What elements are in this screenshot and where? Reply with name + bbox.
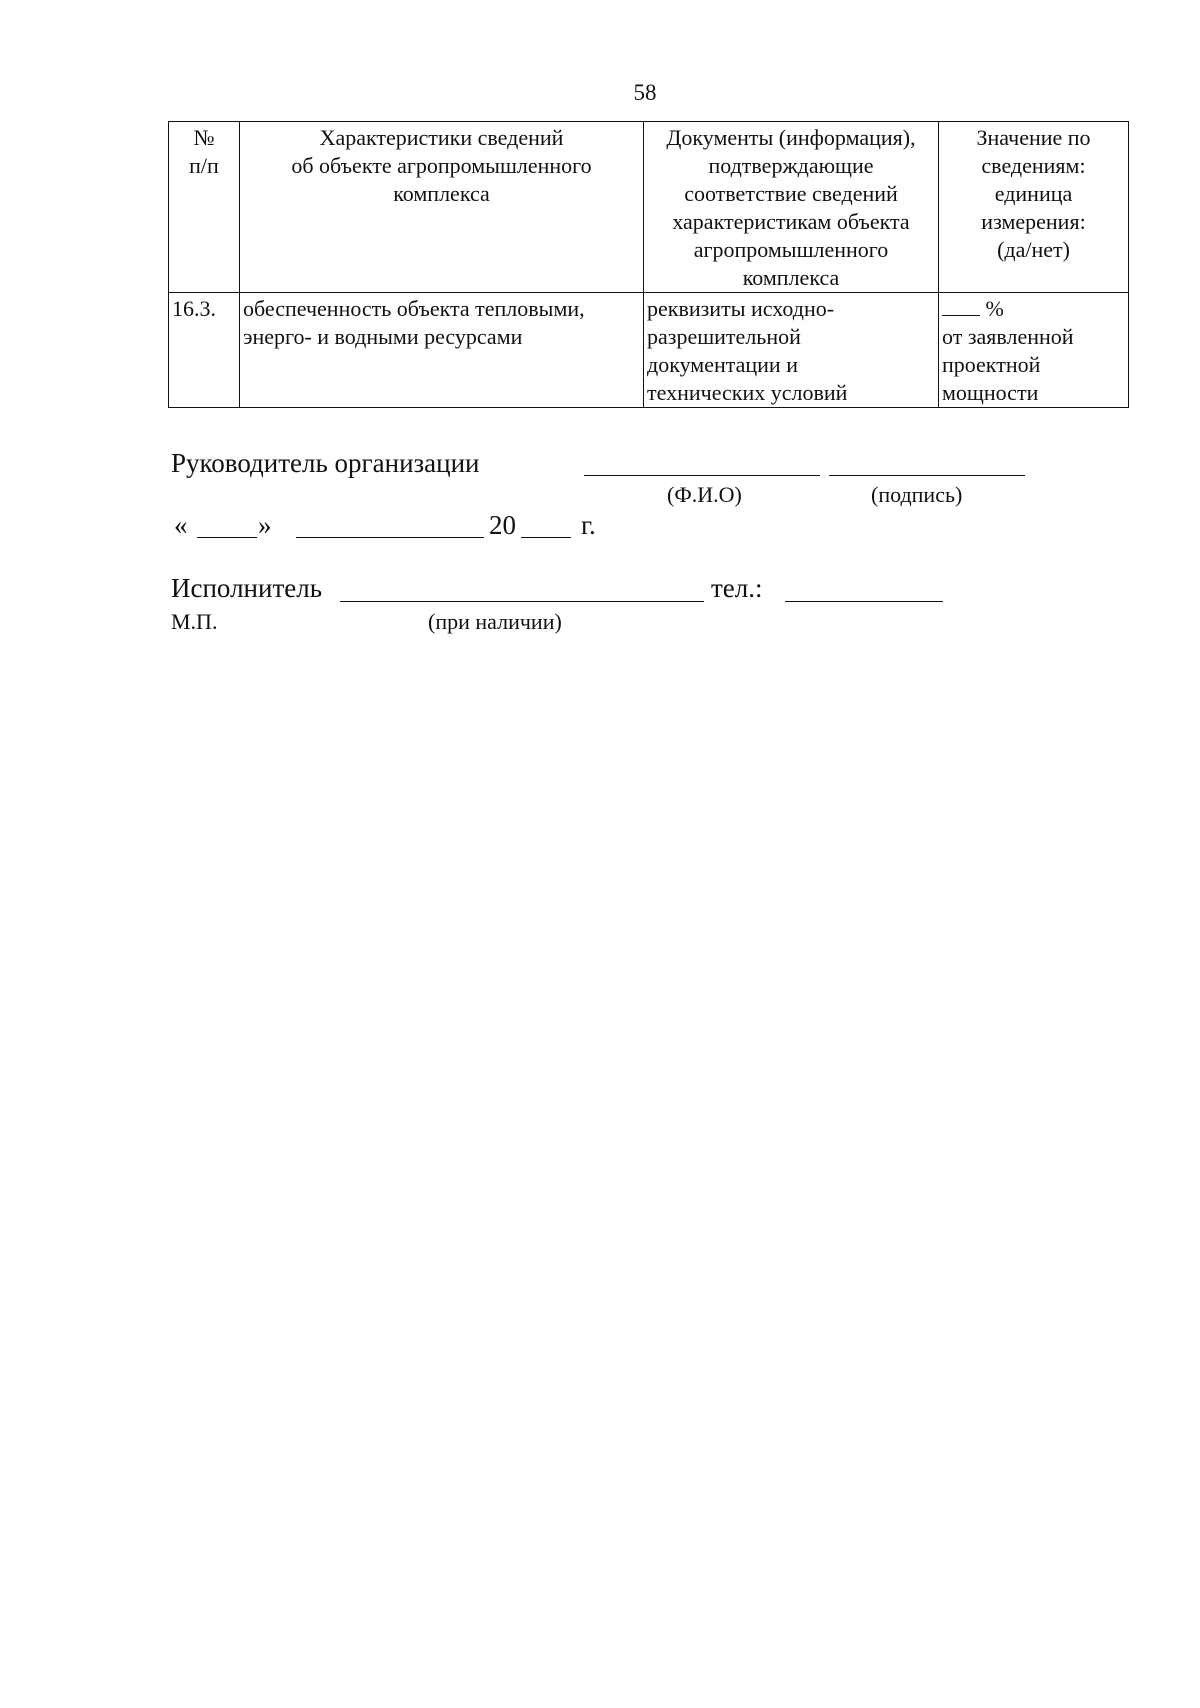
stamp-label: М.П. — [171, 609, 218, 634]
percent-sign: % — [985, 296, 1004, 321]
cell-line: от заявленной — [942, 324, 1074, 349]
signature-caption: (подпись) — [871, 482, 963, 507]
month-blank[interactable] — [296, 537, 484, 538]
cell-line: проектной — [942, 352, 1041, 377]
header-line: сведениям: — [981, 153, 1086, 178]
value-percent-line — [942, 295, 1125, 323]
phone-label: тел.: — [711, 573, 763, 603]
info-table — [168, 121, 1129, 408]
header-line: комплекса — [742, 265, 840, 290]
header-value — [939, 122, 1129, 293]
cell-line: энерго- и водными ресурсами — [243, 324, 523, 349]
cell-line: технических условий — [647, 380, 848, 405]
header-line: комплекса — [393, 181, 490, 206]
cell-line: разрешительной — [647, 324, 801, 349]
cell-line: реквизиты исходно- — [647, 296, 835, 321]
year-blank[interactable] — [521, 537, 571, 538]
header-line: (да/нет) — [997, 237, 1070, 262]
day-blank[interactable] — [197, 537, 257, 538]
cell-line: документации и — [647, 352, 798, 377]
fio-caption: (Ф.И.О) — [667, 482, 742, 507]
cell-line: обеспеченность объекта тепловыми, — [243, 296, 585, 321]
table-row — [169, 293, 1129, 408]
row-number: 16.3. — [169, 293, 240, 408]
date-open-quote: « — [174, 510, 188, 540]
header-line: п/п — [189, 153, 219, 178]
executor-line[interactable] — [340, 601, 704, 602]
stamp-note: (при наличии) — [428, 609, 562, 634]
signature-line[interactable] — [829, 475, 1025, 476]
header-documents — [644, 122, 939, 293]
header-characteristics — [240, 122, 644, 293]
row-characteristic — [240, 293, 644, 408]
page-number: 58 — [633, 80, 657, 105]
date-close-quote: » — [258, 510, 272, 540]
table-header-row — [169, 122, 1129, 293]
header-line: подтверждающие — [708, 153, 874, 178]
header-line: соответствие сведений — [684, 181, 898, 206]
header-line: агропромышленного — [693, 237, 889, 262]
header-number — [169, 122, 240, 293]
header-line: № — [193, 125, 215, 150]
phone-line[interactable] — [785, 601, 943, 602]
header-line: характеристикам объекта — [672, 209, 910, 234]
row-documents — [644, 293, 939, 408]
year-suffix: г. — [581, 510, 596, 540]
cell-line: мощности — [942, 380, 1039, 405]
header-line: единица — [994, 181, 1073, 206]
fio-line[interactable] — [584, 475, 820, 476]
header-line: Документы (информация), — [666, 125, 916, 150]
header-line: об объекте агропромышленного — [291, 153, 592, 178]
head-label: Руководитель организации — [171, 448, 480, 478]
row-value — [939, 293, 1129, 408]
percent-blank[interactable] — [942, 315, 980, 316]
header-line: измерения: — [981, 209, 1086, 234]
header-line: Характеристики сведений — [319, 125, 564, 150]
executor-label: Исполнитель — [171, 573, 323, 603]
year-prefix: 20 — [489, 510, 516, 540]
header-line: Значение по — [976, 125, 1091, 150]
